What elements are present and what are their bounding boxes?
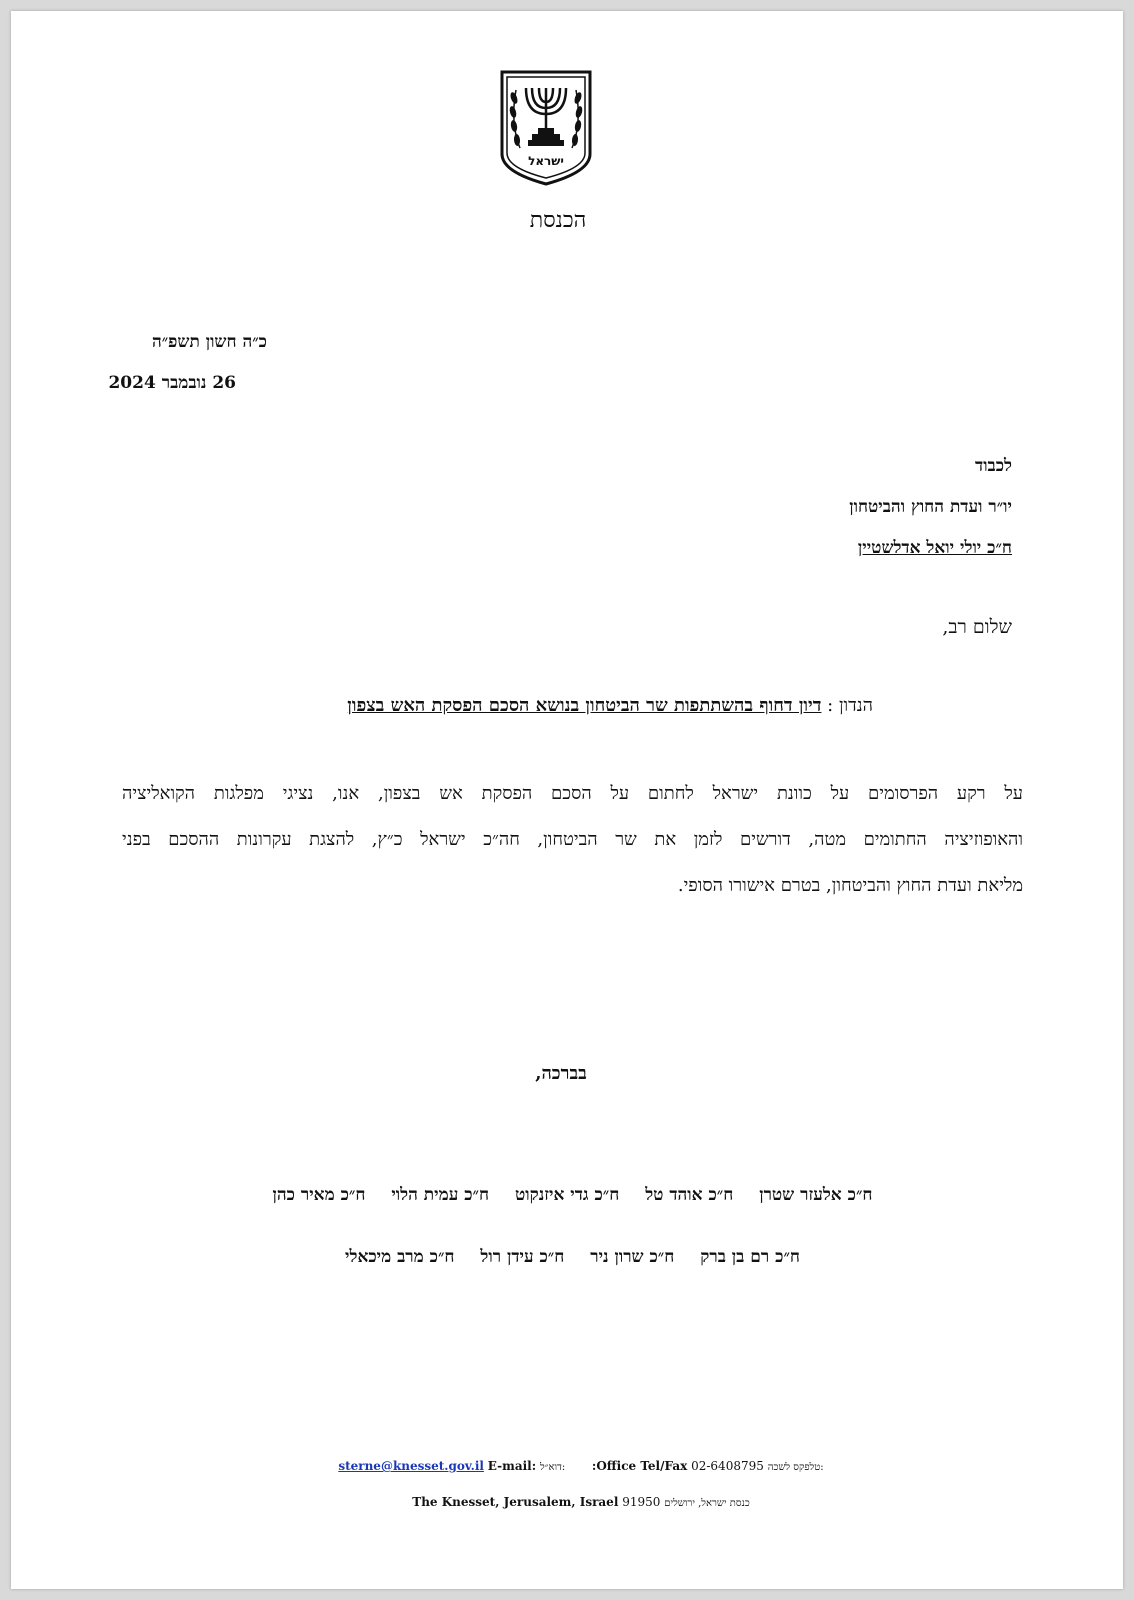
signer: ח״כ מאיר כהן	[272, 1185, 366, 1205]
signer: ח״כ גדי איזנקוט	[515, 1185, 620, 1205]
phone-label-hebrew: טלפקס לשכה:	[767, 1462, 824, 1473]
hebrew-date: כ״ה חשון תשפ״ה	[151, 332, 267, 352]
email-link[interactable]: sterne@knesset.gov.il	[338, 1459, 484, 1473]
signer: ח״כ אלעזר שטרן	[759, 1185, 873, 1205]
phone-number: 02-6408795	[691, 1459, 764, 1473]
signer: ח״כ עמית הלוי	[391, 1185, 490, 1205]
signer: ח״כ שרון ניר	[590, 1247, 675, 1267]
zip-code: 91950	[622, 1495, 661, 1509]
recipient-salutation: לכבוד	[975, 456, 1012, 476]
letter-page	[11, 11, 1123, 1589]
subject-text: דיון דחוף בהשתתפות שר הביטחון בנושא הסכם הפסקת האש בצפון	[347, 695, 822, 716]
closing: בברכה,	[535, 1063, 587, 1084]
body-line: על רקע הפרסומים על כוונת ישראל לחתום על הסכם הפסקת אש בצפון, אנו, נציגי מפלגות הקואליציה	[122, 783, 1023, 804]
signers-row-2	[122, 1247, 1023, 1267]
email-label-hebrew: דוא״ל:	[539, 1462, 566, 1473]
greeting: שלום רב,	[942, 616, 1012, 638]
recipient-name: ח״כ יולי יואל אדלשטיין	[857, 538, 1012, 558]
footer-address	[311, 1495, 851, 1509]
email-label: E-mail:	[487, 1459, 537, 1473]
footer-contact	[311, 1459, 851, 1473]
body-line: והאופוזיציה החתומים מטה, דורשים לזמן את שר הביטחון, חה״כ ישראל כ״ץ, להצגת עקרונות ההסכם בפני	[122, 829, 1023, 850]
gregorian-date: 26 נובמבר 2024	[108, 373, 236, 393]
signer: ח״כ רם בן ברק	[700, 1247, 800, 1267]
institution-name: הכנסת	[529, 208, 587, 233]
emblem-text: ישראל	[528, 154, 564, 168]
signer: ח״כ עידן רול	[480, 1247, 565, 1267]
address-hebrew: כנסת ישראל, ירושלים	[664, 1498, 750, 1509]
body-line: מליאת ועדת החוץ והביטחון, בטרם אישורו הסופי.	[677, 875, 1023, 896]
signers-row-1	[122, 1185, 1023, 1205]
subject-line	[347, 695, 873, 716]
recipient-title: יו״ר ועדת החוץ והביטחון	[849, 497, 1012, 517]
office-label: :Office Tel/Fax	[591, 1459, 688, 1473]
signer: ח״כ אוהד טל	[645, 1185, 734, 1205]
state-emblem	[498, 68, 594, 186]
address-english: The Knesset, Jerusalem, Israel	[412, 1495, 619, 1509]
signer: ח״כ מרב מיכאלי	[345, 1247, 455, 1267]
subject-label: הנדון :	[827, 695, 873, 716]
letter-body	[122, 771, 1023, 909]
